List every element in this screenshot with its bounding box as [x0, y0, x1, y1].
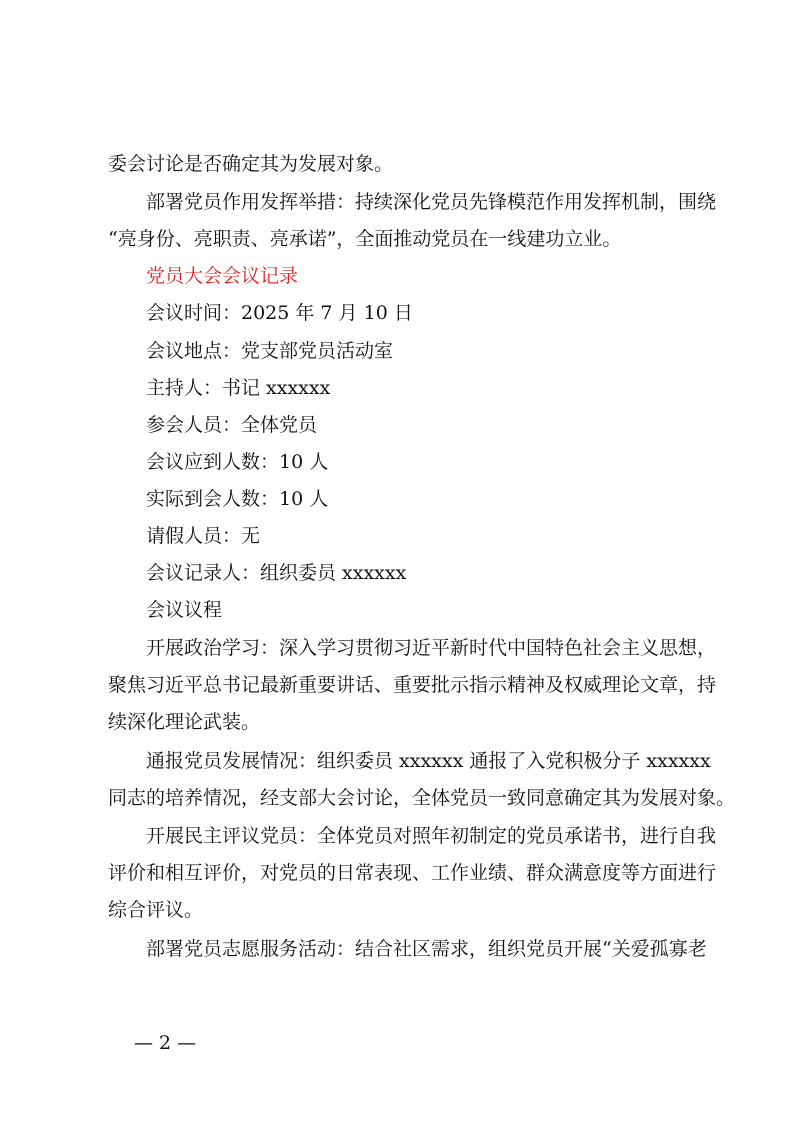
meeting-time	[108, 295, 698, 332]
text-line: “亮身份、亮职责、亮承诺”，全面推动党员在一线建功立业。	[108, 228, 622, 250]
meeting-attendees	[108, 407, 698, 444]
paragraph-continuation	[108, 146, 698, 183]
meeting-host	[108, 370, 698, 407]
meeting-expected-count	[108, 444, 698, 481]
text-line: 会议时间：2025 年 7 月 10 日	[146, 302, 413, 324]
text-line: 会议应到人数：10 人	[146, 451, 329, 473]
paragraph-study	[108, 630, 717, 741]
section-title	[108, 258, 698, 295]
text-line: 会议地点：党支部党员活动室	[146, 340, 394, 362]
text-line: 会议记录人：组织委员 xxxxxx	[146, 562, 407, 584]
text-line: 主持人：书记 xxxxxx	[146, 377, 331, 399]
text-line: 实际到会人数：10 人	[146, 488, 329, 510]
meeting-recorder	[108, 555, 698, 592]
text-line: 请假人员：无	[146, 525, 261, 547]
paragraph-review	[108, 818, 717, 929]
text-line: 参会人员：全体党员	[146, 414, 318, 436]
paragraph-deploy-role	[108, 184, 717, 258]
text-line: 部署党员作用发挥举措：持续深化党员先锋模范作用发挥机制，围绕	[146, 191, 717, 213]
text-line: 开展民主评议党员：全体党员对照年初制定的党员承诺书，进行自我	[146, 825, 717, 847]
text-line: 同志的培养情况，经支部大会讨论，全体党员一致同意确定其为发展对象。	[108, 787, 736, 809]
meeting-leave	[108, 518, 698, 555]
text-line: 综合评议。	[108, 899, 204, 921]
text-line: 开展政治学习：深入学习贯彻习近平新时代中国特色社会主义思想，	[146, 637, 717, 659]
text-line: 通报党员发展情况：组织委员 xxxxxx 通报了入党积极分子 xxxxxx	[146, 750, 711, 772]
agenda-title	[108, 592, 698, 629]
meeting-actual-count	[108, 481, 698, 518]
text-line: 评价和相互评价，对党员的日常表现、工作业绩、群众满意度等方面进行	[108, 862, 717, 884]
text-line: 聚焦习近平总书记最新重要讲话、重要批示指示精神及权威理论文章，持	[108, 674, 717, 696]
text-line: 会议议程	[146, 599, 223, 621]
text-line: 委会讨论是否确定其为发展对象。	[108, 153, 394, 175]
paragraph-report	[108, 743, 736, 817]
text-line: 部署党员志愿服务活动：结合社区需求，组织党员开展“关爱孤寡老	[146, 938, 707, 960]
text-line: 续深化理论武装。	[108, 711, 261, 733]
page-number: — 2 —	[134, 1032, 197, 1054]
meeting-place	[108, 333, 698, 370]
section-title-text: 党员大会会议记录	[146, 265, 299, 287]
paragraph-volunteer	[108, 931, 707, 968]
